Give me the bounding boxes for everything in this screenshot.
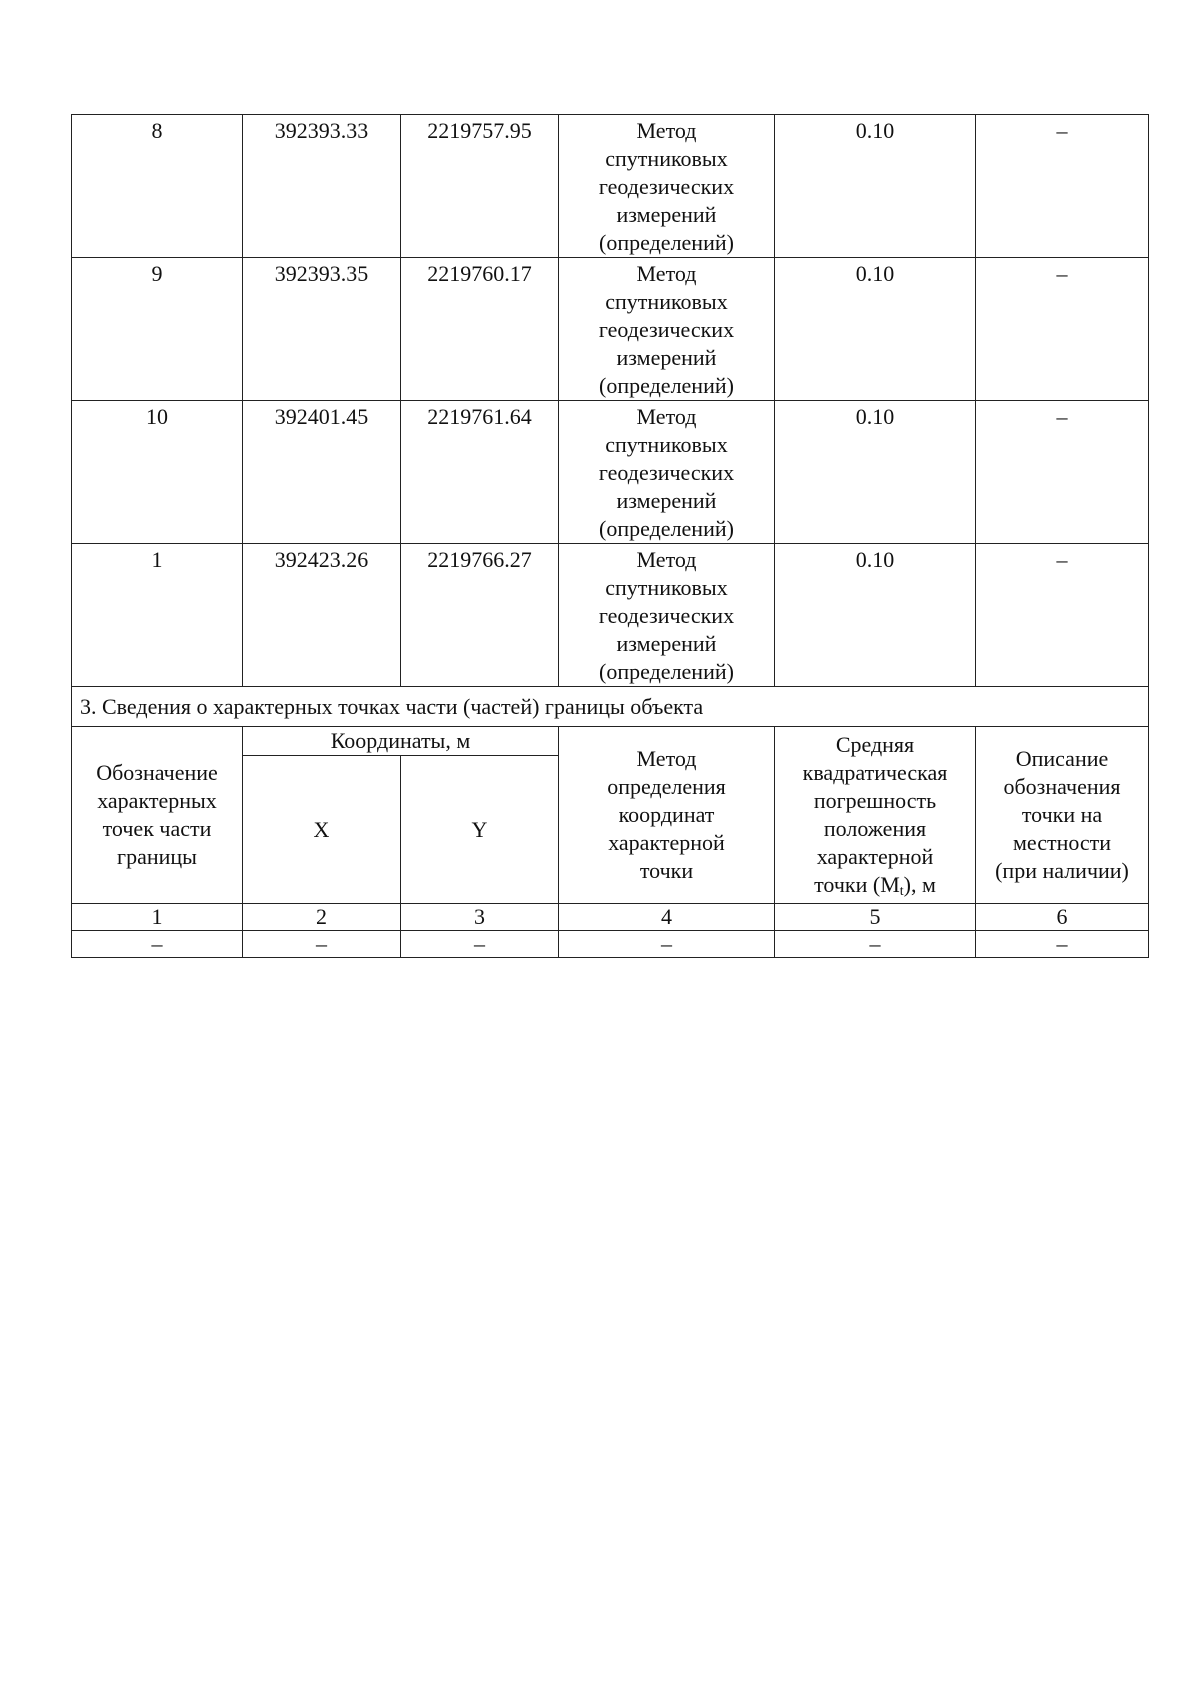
column-number: 4 xyxy=(559,904,775,931)
empty-cell: – xyxy=(775,931,976,958)
point-row xyxy=(72,544,1149,687)
point-y: 2219761.64 xyxy=(401,401,559,544)
column-number: 1 xyxy=(72,904,243,931)
method-line: геодезических xyxy=(598,317,735,342)
header-x: X xyxy=(243,756,401,904)
column-number: 3 xyxy=(401,904,559,931)
empty-cell: – xyxy=(72,931,243,958)
point-x: 392423.26 xyxy=(243,544,401,687)
point-y: 2219757.95 xyxy=(401,115,559,258)
header-description: Описание обозначения точки на местности (при наличии) xyxy=(976,727,1149,904)
point-accuracy: 0.10 xyxy=(775,258,976,401)
method-line: (определений) xyxy=(599,373,734,398)
method-line: спутниковых xyxy=(605,289,728,314)
empty-cell: – xyxy=(559,931,775,958)
point-row xyxy=(72,401,1149,544)
point-y: 2219766.27 xyxy=(401,544,559,687)
method-line: Метод xyxy=(636,261,697,286)
method-line: измерений xyxy=(616,488,717,513)
point-row xyxy=(72,115,1149,258)
header-accuracy-unit: точки $(M_t)$, м xyxy=(814,872,936,899)
method-line: Метод xyxy=(636,547,697,572)
empty-data-row xyxy=(72,931,1149,958)
header-accuracy: Средняя квадратическая погрешность положения характерной точки $(M_t)$, м xyxy=(775,727,976,904)
header-method: Метод определения координат характерной точки xyxy=(559,727,775,904)
point-accuracy: 0.10 xyxy=(775,544,976,687)
header-designation: Обозначение характерных точек части границы xyxy=(72,727,243,904)
header-y: Y xyxy=(401,756,559,904)
column-number: 6 xyxy=(976,904,1149,931)
boundary-points-table xyxy=(71,114,1149,958)
header-row xyxy=(72,727,1149,756)
column-numbers-row xyxy=(72,904,1149,931)
point-method xyxy=(559,115,775,258)
point-x: 392393.35 xyxy=(243,258,401,401)
method-line: геодезических xyxy=(598,460,735,485)
method-line: (определений) xyxy=(599,230,734,255)
point-x: 392393.33 xyxy=(243,115,401,258)
point-description: – xyxy=(976,115,1149,258)
point-method xyxy=(559,401,775,544)
point-x: 392401.45 xyxy=(243,401,401,544)
column-number: 2 xyxy=(243,904,401,931)
method-line: измерений xyxy=(616,631,717,656)
point-y: 2219760.17 xyxy=(401,258,559,401)
point-description: – xyxy=(976,401,1149,544)
empty-cell: – xyxy=(401,931,559,958)
point-method xyxy=(559,544,775,687)
point-number: 9 xyxy=(72,258,243,401)
header-coordinates: Координаты, м xyxy=(243,727,559,756)
method-line: спутниковых xyxy=(605,575,728,600)
method-line: спутниковых xyxy=(605,432,728,457)
method-line: Метод xyxy=(636,404,697,429)
method-line: измерений xyxy=(616,202,717,227)
points-table-body xyxy=(72,115,1149,687)
point-accuracy: 0.10 xyxy=(775,401,976,544)
point-number: 10 xyxy=(72,401,243,544)
point-accuracy: 0.10 xyxy=(775,115,976,258)
section-3-title: 3. Сведения о характерных точках части (частей) границы объекта xyxy=(72,687,1149,727)
method-line: спутниковых xyxy=(605,146,728,171)
method-line: (определений) xyxy=(599,516,734,541)
empty-cell: – xyxy=(243,931,401,958)
method-line: (определений) xyxy=(599,659,734,684)
empty-cell: – xyxy=(976,931,1149,958)
point-row xyxy=(72,258,1149,401)
point-number: 1 xyxy=(72,544,243,687)
point-method xyxy=(559,258,775,401)
column-number: 5 xyxy=(775,904,976,931)
method-line: геодезических xyxy=(598,603,735,628)
point-number: 8 xyxy=(72,115,243,258)
point-description: – xyxy=(976,258,1149,401)
method-line: Метод xyxy=(636,118,697,143)
point-description: – xyxy=(976,544,1149,687)
method-line: измерений xyxy=(616,345,717,370)
method-line: геодезических xyxy=(598,174,735,199)
section-3-title-row xyxy=(72,687,1149,727)
